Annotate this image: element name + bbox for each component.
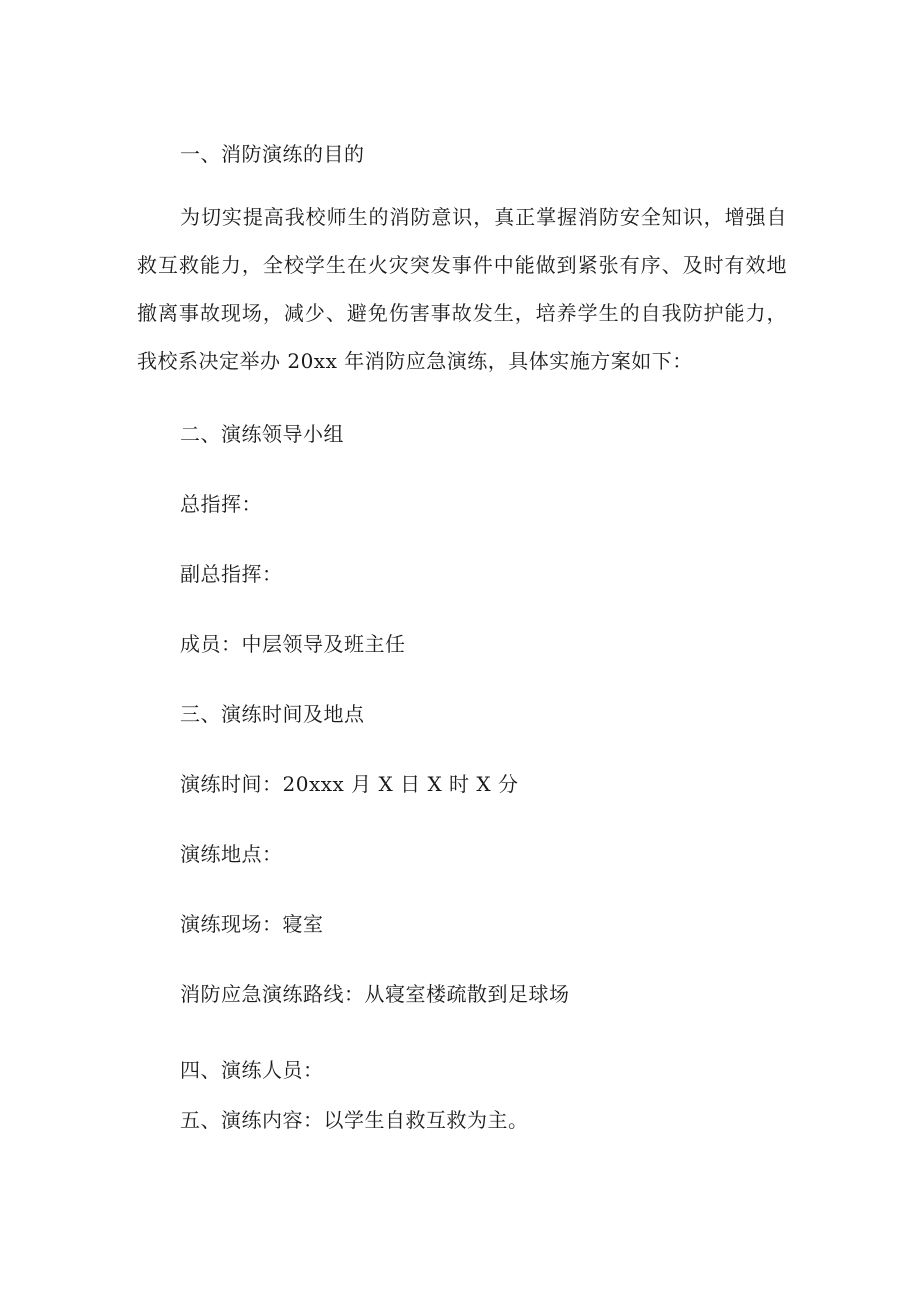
drill-location-line: 演练地点：: [180, 842, 283, 866]
chief-commander-line: 总指挥：: [180, 492, 262, 516]
section-heading-purpose: 一、消防演练的目的: [180, 142, 365, 166]
section-heading-leadership: 二、演练领导小组: [180, 422, 344, 446]
drill-route-line: 消防应急演练路线：从寝室楼疏散到足球场: [180, 982, 570, 1006]
drill-site-line: 演练现场：寝室: [180, 912, 324, 936]
section-heading-personnel: 四、演练人员：: [180, 1058, 324, 1082]
section-heading-content: 五、演练内容：以学生自救互救为主。: [180, 1108, 529, 1132]
section-heading-time-location: 三、演练时间及地点: [180, 702, 365, 726]
purpose-paragraph: 为切实提高我校师生的消防意识，真正掌握消防安全知识，增强自救互救能力，全校学生在火灾突发事件中能做到紧张有序、及时有效地撤离事故现场，减少、避免伤害事故发生，培养学生的自我防护能力，我校系决定举办 20xx 年消防应急演练，具体实施方案如下：: [137, 205, 787, 373]
members-line: 成员：中层领导及班主任: [180, 632, 406, 656]
deputy-commander-line: 副总指挥：: [180, 562, 283, 586]
drill-time-line: 演练时间：20xxx 月 X 日 X 时 X 分: [180, 772, 519, 796]
